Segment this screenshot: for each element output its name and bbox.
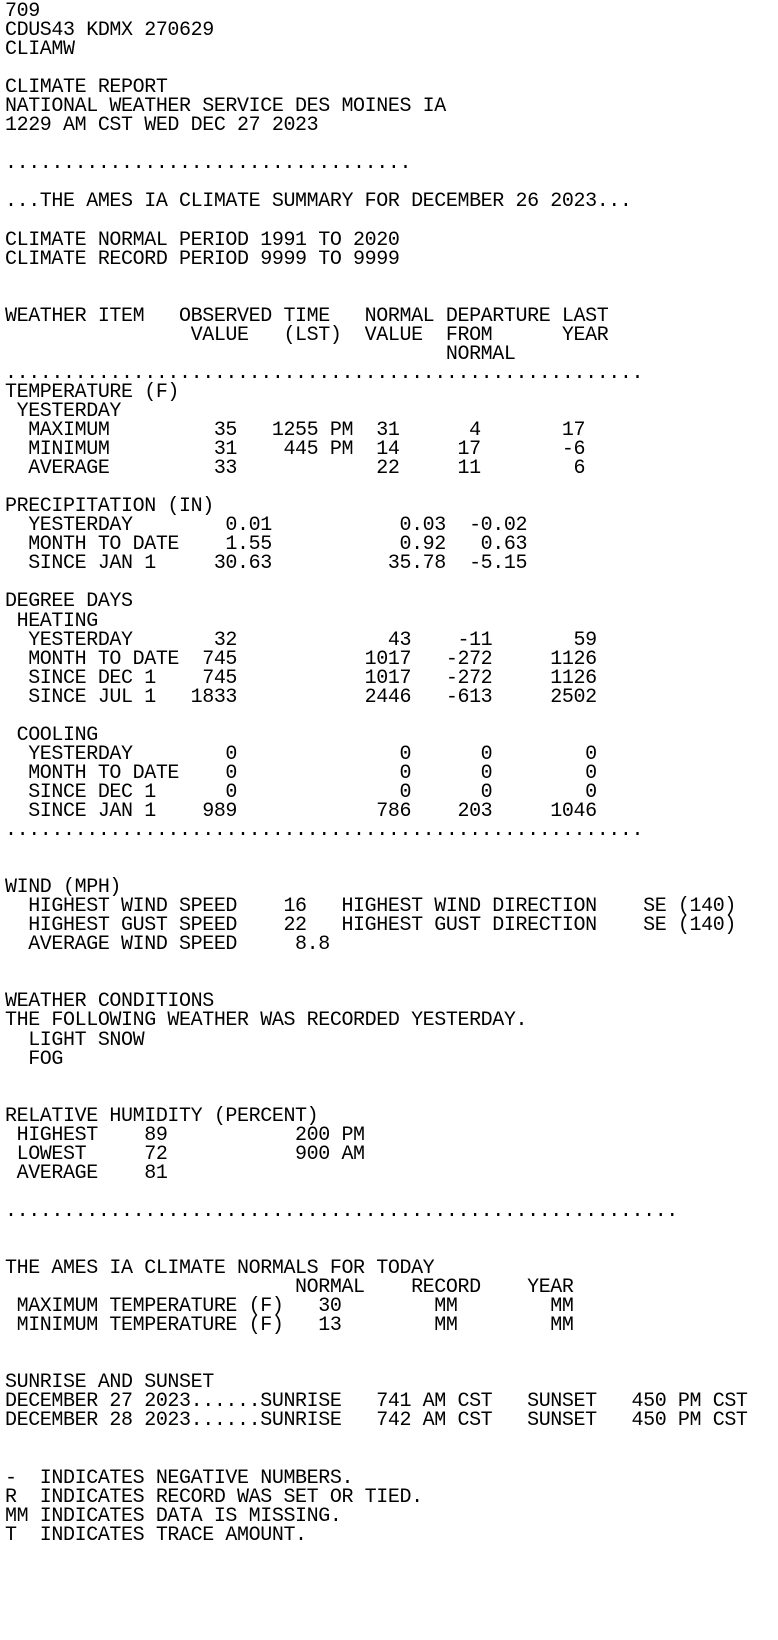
- report-line-39: YESTERDAY 0 0 0 0: [5, 742, 597, 766]
- report-line-12: CLIMATE NORMAL PERIOD 1991 TO 2020: [5, 228, 400, 252]
- report-line-63: ..........................................................: [5, 1199, 678, 1223]
- report-line-36: SINCE JUL 1 1833 2446 -613 2502: [5, 685, 597, 709]
- report-line-74: DECEMBER 28 2023......SUNRISE 742 AM CST SUNSET 450 PM CST: [5, 1409, 748, 1433]
- report-line-5: NATIONAL WEATHER SERVICE DES MOINES IA: [5, 95, 446, 119]
- report-line-32: HEATING: [5, 609, 98, 633]
- report-line-37: [5, 707, 778, 726]
- report-line-29: SINCE JAN 1 30.63 35.78 -5.15: [5, 552, 528, 576]
- report-line-42: SINCE JAN 1 989 786 203 1046: [5, 799, 597, 823]
- report-line-48: HIGHEST GUST SPEED 22 HIGHEST GUST DIRECTION SE (140): [5, 914, 736, 938]
- report-line-23: MINIMUM 31 445 PM 14 17 -6: [5, 438, 586, 462]
- report-line-77: - INDICATES NEGATIVE NUMBERS.: [5, 1466, 354, 1490]
- report-line-35: SINCE DEC 1 745 1017 -272 1126: [5, 666, 597, 690]
- report-line-16: WEATHER ITEM OBSERVED TIME NORMAL DEPARTURE LAST: [5, 304, 609, 328]
- report-line-18: NORMAL: [5, 342, 516, 366]
- report-line-41: SINCE DEC 1 0 0 0 0: [5, 780, 597, 804]
- report-line-47: HIGHEST WIND SPEED 16 HIGHEST WIND DIRECTION SE (140): [5, 895, 736, 919]
- report-line-83: [5, 1583, 778, 1602]
- report-line-14: [5, 269, 778, 288]
- report-line-8: ...................................: [5, 152, 412, 176]
- report-line-28: MONTH TO DATE 1.55 0.92 0.63: [5, 533, 528, 557]
- report-line-57: [5, 1088, 778, 1107]
- report-line-22: MAXIMUM 35 1255 PM 31 4 17: [5, 419, 586, 443]
- report-line-44: [5, 840, 778, 859]
- report-line-55: FOG: [5, 1047, 64, 1071]
- report-line-58: RELATIVE HUMIDITY (PERCENT): [5, 1104, 319, 1128]
- report-line-6: 1229 AM CST WED DEC 27 2023: [5, 114, 319, 138]
- report-line-53: THE FOLLOWING WEATHER WAS RECORDED YESTERDAY.: [5, 1009, 528, 1033]
- report-line-20: TEMPERATURE (F): [5, 380, 180, 404]
- report-line-52: WEATHER CONDITIONS: [5, 990, 214, 1014]
- report-line-43: .......................................................: [5, 819, 644, 843]
- report-line-2: CLIAMW: [5, 38, 75, 62]
- report-line-17: VALUE (LST) VALUE FROM YEAR: [5, 323, 609, 347]
- report-line-34: MONTH TO DATE 745 1017 -272 1126: [5, 647, 597, 671]
- report-line-27: YESTERDAY 0.01 0.03 -0.02: [5, 514, 528, 538]
- report-line-50: [5, 954, 778, 973]
- report-line-31: DEGREE DAYS: [5, 590, 133, 614]
- report-line-24: AVERAGE 33 22 11 6: [5, 457, 586, 481]
- report-line-79: MM INDICATES DATA IS MISSING.: [5, 1504, 342, 1528]
- report-line-82: [5, 1564, 778, 1583]
- report-line-56: [5, 1069, 778, 1088]
- report-line-19: .......................................................: [5, 361, 644, 385]
- report-line-10: ...THE AMES IA CLIMATE SUMMARY FOR DECEMBER 26 2023...: [5, 190, 632, 214]
- report-line-76: [5, 1450, 778, 1469]
- report-line-61: AVERAGE 81: [5, 1161, 168, 1185]
- report-line-80: T INDICATES TRACE AMOUNT.: [5, 1523, 307, 1547]
- report-line-46: WIND (MPH): [5, 876, 122, 900]
- report-line-21: YESTERDAY: [5, 399, 122, 423]
- report-line-67: NORMAL RECORD YEAR: [5, 1276, 574, 1300]
- report-line-72: SUNRISE AND SUNSET: [5, 1371, 214, 1395]
- report-line-64: [5, 1221, 778, 1240]
- report-line-66: THE AMES IA CLIMATE NORMALS FOR TODAY: [5, 1257, 435, 1281]
- report-line-68: MAXIMUM TEMPERATURE (F) 30 MM MM: [5, 1295, 574, 1319]
- report-line-33: YESTERDAY 32 43 -11 59: [5, 628, 597, 652]
- report-line-11: [5, 212, 778, 231]
- report-line-40: MONTH TO DATE 0 0 0 0: [5, 761, 597, 785]
- report-line-81: [5, 1545, 778, 1564]
- report-line-75: [5, 1431, 778, 1450]
- report-line-26: PRECIPITATION (IN): [5, 495, 214, 519]
- report-line-49: AVERAGE WIND SPEED 8.8: [5, 933, 330, 957]
- report-line-60: LOWEST 72 900 AM: [5, 1142, 365, 1166]
- report-line-70: [5, 1335, 778, 1354]
- report-line-13: CLIMATE RECORD PERIOD 9999 TO 9999: [5, 247, 400, 271]
- report-line-15: [5, 288, 778, 307]
- report-line-38: COOLING: [5, 723, 98, 747]
- report-line-84: [5, 1602, 778, 1621]
- report-line-54: LIGHT SNOW: [5, 1028, 145, 1052]
- report-line-73: DECEMBER 27 2023......SUNRISE 741 AM CST SUNSET 450 PM CST: [5, 1390, 748, 1414]
- report-line-78: R INDICATES RECORD WAS SET OR TIED.: [5, 1485, 423, 1509]
- report-line-69: MINIMUM TEMPERATURE (F) 13 MM MM: [5, 1314, 574, 1338]
- report-line-0: 709: [5, 0, 40, 23]
- report-line-1: CDUS43 KDMX 270629: [5, 19, 214, 43]
- report-line-59: HIGHEST 89 200 PM: [5, 1123, 365, 1147]
- report-line-4: CLIMATE REPORT: [5, 76, 168, 100]
